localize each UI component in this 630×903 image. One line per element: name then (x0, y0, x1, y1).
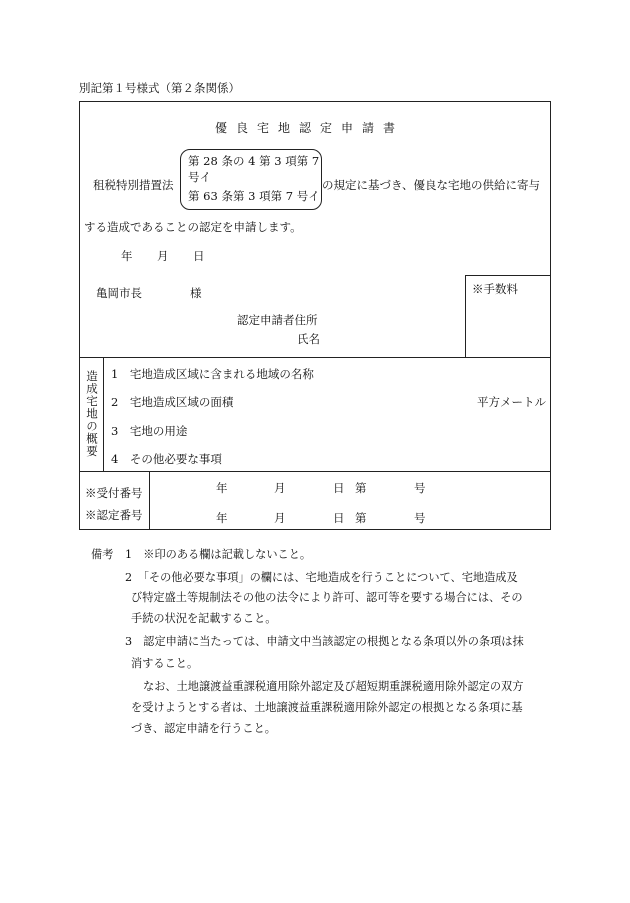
applicant-name-label: 氏名 (297, 332, 320, 346)
receipt-month-label: 月 (274, 481, 286, 495)
receipt-go-label: 号 (414, 481, 426, 495)
note-3-line-2: 消すること。 (131, 657, 199, 670)
note-2-line-1: 2 「その他必要な事項」の欄には、宅地造成を行うことについて、宅地造成及 (125, 571, 518, 584)
date-year-label: 年 (121, 249, 133, 263)
summary-item-1: 1 宅地造成区域に含まれる地域の名称 (111, 367, 314, 381)
addressee-honorific: 様 (190, 286, 202, 300)
addressee-name: 亀岡市長 (96, 286, 142, 300)
statute-name: 租税特別措置法 (93, 178, 174, 192)
approval-day-label: 日 (333, 511, 345, 525)
summary-item-2: 2 宅地造成区域の面積 (111, 395, 234, 409)
statute-article-line-1: 第 28 条の 4 第 3 項第 7 (188, 154, 320, 168)
summary-section-label: 造成宅地の概要 (85, 370, 99, 458)
statute-continuation: の規定に基づき、優良な宅地の供給に寄与 (322, 178, 541, 192)
summary-top-border (79, 357, 551, 358)
fee-box-top-border (465, 275, 551, 276)
fee-label: ※手数料 (472, 282, 518, 296)
approval-dai-label: 第 (355, 511, 367, 525)
summary-area-unit: 平方メートル (477, 395, 546, 409)
form-title: 優良宅地認定申請書 (215, 121, 405, 135)
statute-second-line: する造成であることの認定を申請します。 (84, 220, 302, 234)
note-2-line-2: び特定盛土等規制法その他の法令により許可、認可等を要する場合には、その (131, 591, 523, 604)
approval-number-label: ※認定番号 (85, 508, 143, 522)
note-4-line-1: なお、土地譲渡益重課税適用除外認定及び超短期重課税適用除外認定の双方 (143, 680, 524, 693)
approval-month-label: 月 (274, 511, 286, 525)
approval-year-label: 年 (216, 511, 228, 525)
summary-item-4: 4 その他必要な事項 (111, 452, 222, 466)
receipt-day-label: 日 (333, 481, 345, 495)
note-4-line-3: づき、認定申請を行うこと。 (131, 722, 276, 735)
receipt-label-border (149, 471, 150, 530)
note-4-line-2: を受けようとする者は、土地譲渡益重課税適用除外認定の根拠となる条項に基 (131, 701, 523, 714)
notes-heading: 備考 (91, 548, 114, 561)
fee-box-left-border (465, 275, 466, 357)
date-month-label: 月 (157, 249, 169, 263)
summary-item-3: 3 宅地の用途 (111, 424, 188, 438)
note-2-line-3: 手続の状況を記載すること。 (131, 612, 277, 625)
approval-go-label: 号 (414, 511, 426, 525)
applicant-address-label: 認定申請者住所 (237, 313, 318, 327)
statute-article-line-2: 号イ (188, 170, 211, 184)
date-day-label: 日 (193, 249, 205, 263)
summary-label-border (103, 357, 104, 471)
note-1: 1 ※印のある欄は記載しないこと。 (125, 548, 312, 561)
note-3-line-1: 3 認定申請に当たっては、申請文中当該認定の根拠となる条項以外の条項は抹 (125, 635, 524, 648)
statute-article-line-3: 第 63 条第 3 項第 7 号イ (188, 189, 320, 203)
receipt-year-label: 年 (216, 481, 228, 495)
receipt-dai-label: 第 (355, 481, 367, 495)
receipt-number-label: ※受付番号 (85, 486, 143, 500)
form-label: 別記第１号様式（第２条関係） (79, 81, 240, 95)
